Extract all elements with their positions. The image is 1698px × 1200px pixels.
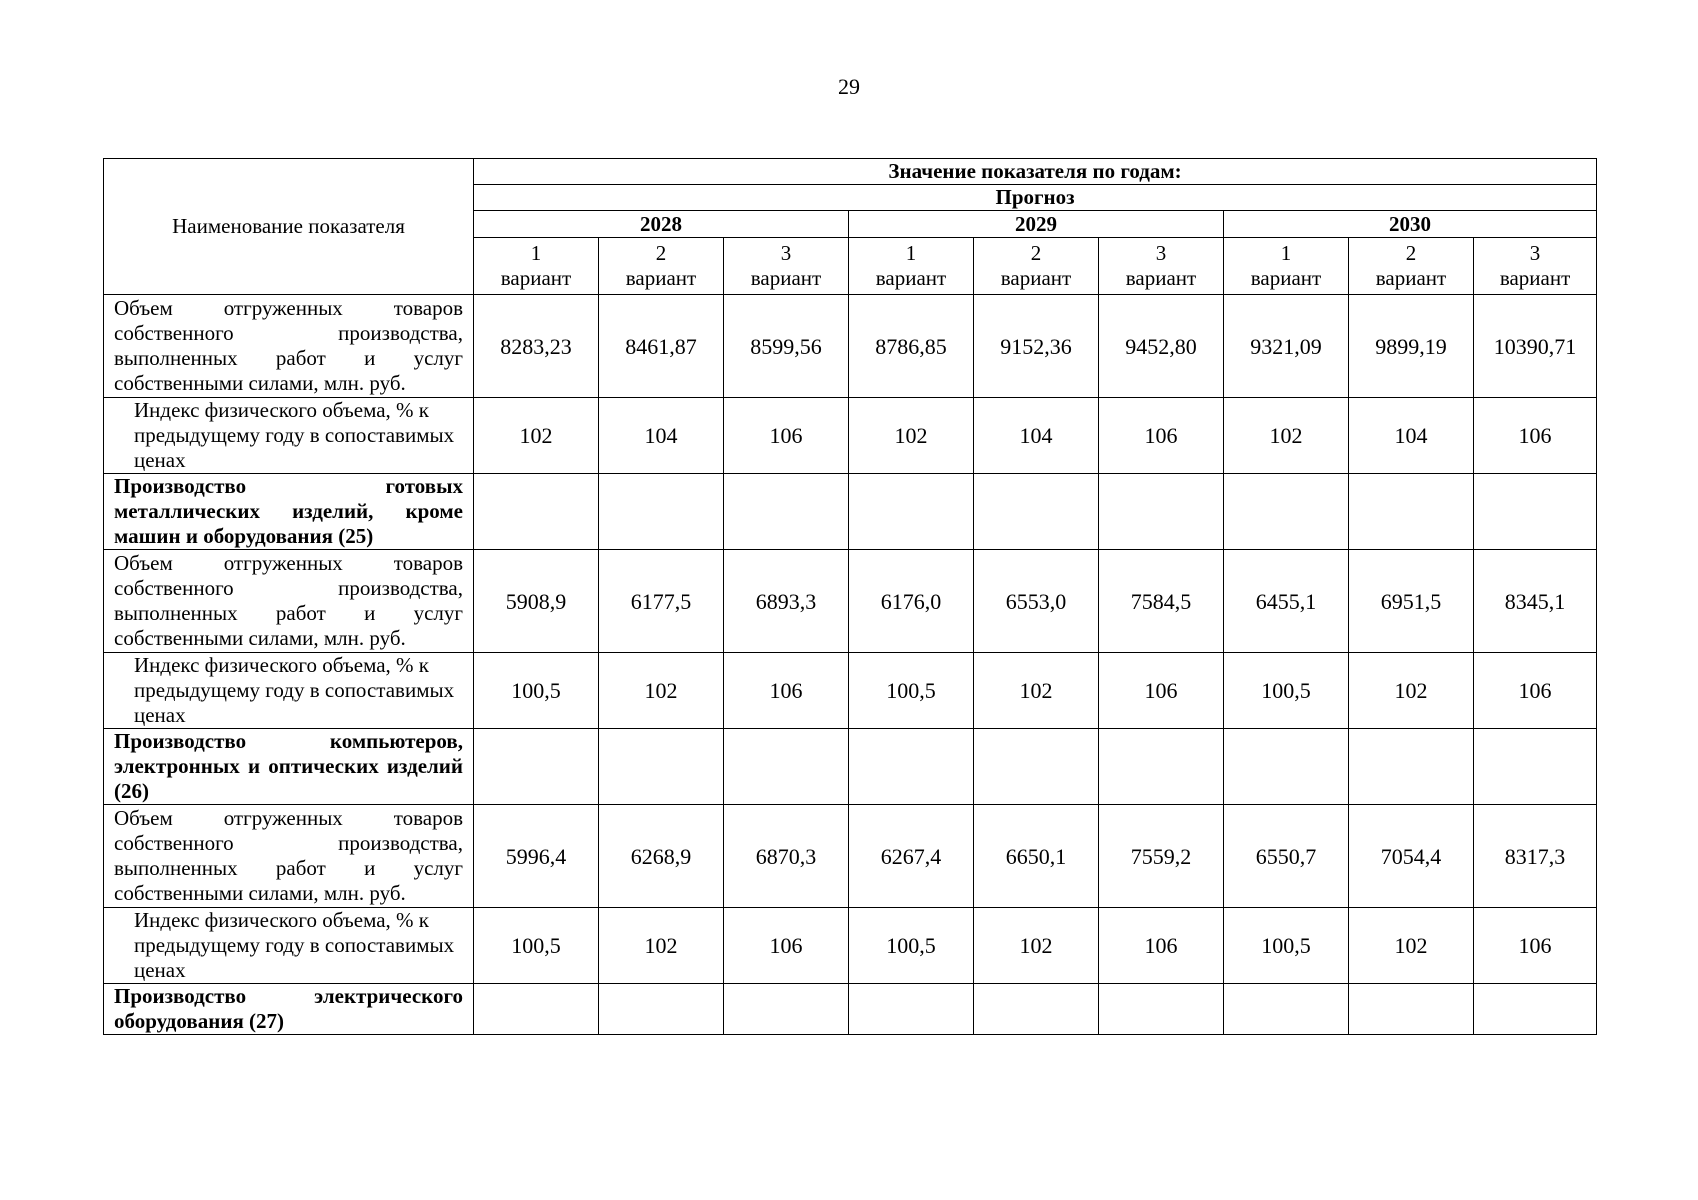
value-cell: 106 [1099, 653, 1224, 729]
table-row [104, 653, 1597, 729]
variant-header [974, 238, 1099, 295]
variant-number: 2 [1030, 241, 1042, 265]
table-row [104, 295, 1597, 398]
value-cell: 8599,56 [724, 295, 849, 398]
value-cell: 102 [974, 653, 1099, 729]
forecast-table [103, 158, 1597, 1035]
variant-header [599, 238, 724, 295]
name-column-header: Наименование показателя [104, 159, 474, 295]
value-cell: 106 [1474, 653, 1597, 729]
value-cell: 100,5 [1224, 908, 1349, 984]
value-cell [724, 984, 849, 1035]
variant-number: 3 [780, 241, 792, 265]
value-cell: 5908,9 [474, 550, 599, 653]
value-cell: 106 [1099, 908, 1224, 984]
value-cell: 10390,71 [1474, 295, 1597, 398]
value-cell: 8461,87 [599, 295, 724, 398]
value-cell: 100,5 [849, 908, 974, 984]
value-cell [1474, 984, 1597, 1035]
value-cell: 6553,0 [974, 550, 1099, 653]
value-cell [849, 474, 974, 550]
variant-header [474, 238, 599, 295]
value-cell: 100,5 [849, 653, 974, 729]
value-cell [1349, 474, 1474, 550]
value-cell: 8345,1 [1474, 550, 1597, 653]
variant-header [1349, 238, 1474, 295]
page-number: 29 [838, 74, 860, 99]
value-cell: 7054,4 [1349, 805, 1474, 908]
value-cell: 7584,5 [1099, 550, 1224, 653]
variant-label: вариант [750, 266, 822, 290]
indicator-name: Объем отгруженных товаров собственного производства, выполненных работ и услуг собственными силами, млн. руб. [104, 295, 474, 398]
year-header: 2028 [474, 211, 849, 238]
variant-number: 1 [530, 241, 542, 265]
variant-number: 2 [655, 241, 667, 265]
value-cell [474, 474, 599, 550]
value-cell: 102 [974, 908, 1099, 984]
table-row [104, 805, 1597, 908]
variant-number: 1 [1280, 241, 1292, 265]
value-cell [1224, 984, 1349, 1035]
value-cell [474, 729, 599, 805]
section-title: Производство электрического оборудования (27) [104, 984, 474, 1035]
variant-number: 3 [1529, 241, 1541, 265]
value-cell [974, 474, 1099, 550]
value-cell: 8317,3 [1474, 805, 1597, 908]
value-cell: 6177,5 [599, 550, 724, 653]
value-cell: 102 [599, 908, 724, 984]
section-row [104, 474, 1597, 550]
variant-header [724, 238, 849, 295]
variant-label: вариант [875, 266, 947, 290]
variant-number: 1 [905, 241, 917, 265]
value-cell [599, 729, 724, 805]
value-cell [599, 984, 724, 1035]
section-title: Производство компьютеров, электронных и оптических изделий (26) [104, 729, 474, 805]
value-cell: 8786,85 [849, 295, 974, 398]
value-cell: 6550,7 [1224, 805, 1349, 908]
value-cell: 6870,3 [724, 805, 849, 908]
value-cell: 106 [724, 908, 849, 984]
variant-header [1474, 238, 1597, 295]
value-cell: 102 [849, 398, 974, 474]
value-cell: 8283,23 [474, 295, 599, 398]
value-cell: 9899,19 [1349, 295, 1474, 398]
value-cell: 7559,2 [1099, 805, 1224, 908]
value-cell: 104 [599, 398, 724, 474]
variant-header [1099, 238, 1224, 295]
value-cell: 104 [974, 398, 1099, 474]
value-cell: 104 [1349, 398, 1474, 474]
variant-header [849, 238, 974, 295]
indicator-name: Индекс физического объема, % к предыдущему году в сопоставимых ценах [104, 908, 474, 984]
value-cell [1224, 729, 1349, 805]
value-cell: 102 [1224, 398, 1349, 474]
value-cell: 106 [1474, 908, 1597, 984]
value-cell [724, 729, 849, 805]
value-cell [849, 729, 974, 805]
variant-number: 2 [1405, 241, 1417, 265]
value-cell: 102 [599, 653, 724, 729]
year-header: 2029 [849, 211, 1224, 238]
value-cell: 106 [724, 398, 849, 474]
value-cell [724, 474, 849, 550]
value-cell: 6176,0 [849, 550, 974, 653]
value-cell: 6455,1 [1224, 550, 1349, 653]
value-cell: 9321,09 [1224, 295, 1349, 398]
value-cell [1099, 729, 1224, 805]
value-cell: 5996,4 [474, 805, 599, 908]
value-cell: 102 [474, 398, 599, 474]
variant-label: вариант [1000, 266, 1072, 290]
forecast-header: Прогноз [474, 185, 1597, 211]
value-cell: 6268,9 [599, 805, 724, 908]
value-cell: 100,5 [474, 908, 599, 984]
section-row [104, 729, 1597, 805]
indicator-name: Объем отгруженных товаров собственного производства, выполненных работ и услуг собственными силами, млн. руб. [104, 805, 474, 908]
variant-label: вариант [500, 266, 572, 290]
value-cell: 106 [1099, 398, 1224, 474]
variant-label: вариант [1499, 266, 1571, 290]
value-cell [1224, 474, 1349, 550]
value-cell [1349, 729, 1474, 805]
variant-header [1224, 238, 1349, 295]
year-header: 2030 [1224, 211, 1597, 238]
value-cell: 100,5 [474, 653, 599, 729]
value-cell [1099, 984, 1224, 1035]
variant-label: вариант [1375, 266, 1447, 290]
value-cell [474, 984, 599, 1035]
variant-label: вариант [1125, 266, 1197, 290]
indicator-name: Индекс физического объема, % к предыдущему году в сопоставимых ценах [104, 653, 474, 729]
value-cell [1099, 474, 1224, 550]
value-cell: 6650,1 [974, 805, 1099, 908]
value-cell: 106 [724, 653, 849, 729]
table-row [104, 398, 1597, 474]
variant-label: вариант [1250, 266, 1322, 290]
value-cell: 102 [1349, 908, 1474, 984]
value-cell: 106 [1474, 398, 1597, 474]
variant-number: 3 [1155, 241, 1167, 265]
value-cell [974, 984, 1099, 1035]
value-cell [1474, 729, 1597, 805]
value-cell [1474, 474, 1597, 550]
value-cell [1349, 984, 1474, 1035]
value-cell: 6267,4 [849, 805, 974, 908]
value-cell: 100,5 [1224, 653, 1349, 729]
value-cell: 6893,3 [724, 550, 849, 653]
table-row [104, 908, 1597, 984]
indicator-name: Объем отгруженных товаров собственного производства, выполненных работ и услуг собственными силами, млн. руб. [104, 550, 474, 653]
table-row [104, 550, 1597, 653]
value-cell: 9152,36 [974, 295, 1099, 398]
value-cell [849, 984, 974, 1035]
value-cell: 102 [1349, 653, 1474, 729]
section-title: Производство готовых металлических изделий, кроме машин и оборудования (25) [104, 474, 474, 550]
variant-label: вариант [625, 266, 697, 290]
values-title-header: Значение показателя по годам: [474, 159, 1597, 185]
value-cell: 9452,80 [1099, 295, 1224, 398]
indicator-name: Индекс физического объема, % к предыдущему году в сопоставимых ценах [104, 398, 474, 474]
section-row [104, 984, 1597, 1035]
value-cell [974, 729, 1099, 805]
value-cell [599, 474, 724, 550]
value-cell: 6951,5 [1349, 550, 1474, 653]
